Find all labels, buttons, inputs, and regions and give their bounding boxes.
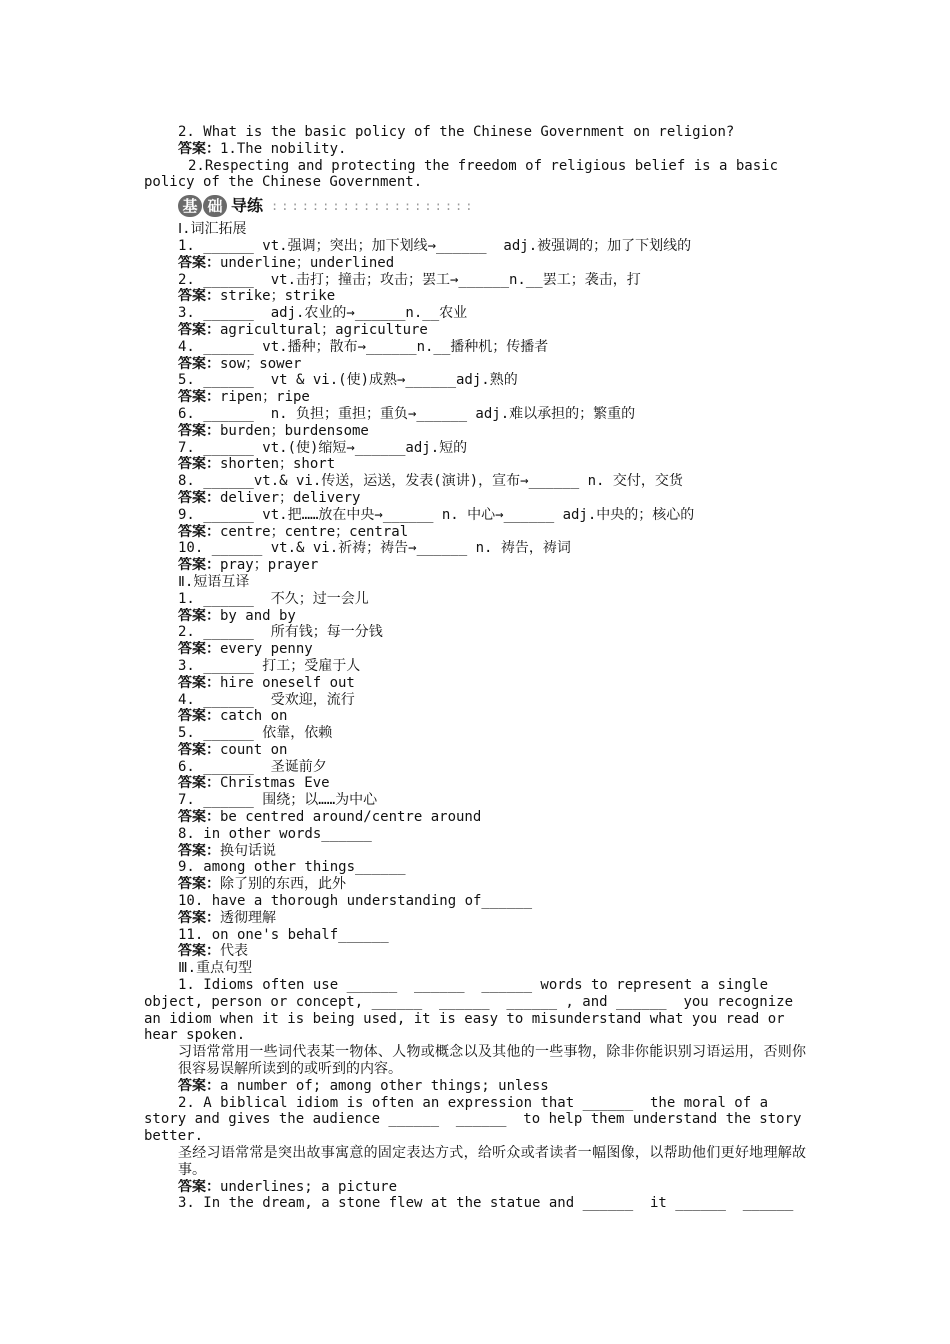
answer-label: 答案： bbox=[178, 288, 220, 305]
answer-text: pray；prayer bbox=[220, 557, 319, 574]
section-2-title: Ⅱ.短语互译 bbox=[178, 573, 250, 590]
answer-text: hire oneself out bbox=[220, 674, 355, 691]
exercise-question: 3. ______ adj.农业的→______n.__农业 bbox=[178, 305, 468, 322]
answer-text: ripen；ripe bbox=[220, 389, 310, 406]
exercise-answer bbox=[144, 843, 806, 860]
s3-q1-translation: 习语常常用一些词代表某一物体、人物或概念以及其他的一些事物，除非你能识别习语运用，否则你很容易误解所读到的或听到的内容。 bbox=[178, 1044, 806, 1078]
s3-q1-line3: an idiom when it is being used, it is easy to misunderstand what you read or bbox=[144, 1010, 785, 1027]
exercise-question: 2. ______ vt.击打；撞击；攻击；罢工→______n.__罢工；袭击，打 bbox=[178, 271, 641, 288]
answer-text: 代表 bbox=[220, 943, 248, 960]
answer-text: burden；burdensome bbox=[220, 422, 369, 439]
answer-label: 答案： bbox=[178, 809, 220, 826]
answer-text: catch on bbox=[220, 708, 288, 725]
s3-q2-line2: story and gives the audience ______ ______ to help them understand the story bbox=[144, 1111, 802, 1128]
exercise-question: 7. ______ 围绕；以……为中心 bbox=[178, 792, 378, 809]
intro-question-2: 2. What is the basic policy of the Chinese Government on religion? bbox=[178, 124, 735, 140]
section-banner bbox=[144, 192, 806, 220]
exercise-question: 6. ______ 圣诞前夕 bbox=[178, 758, 327, 775]
answer-text: strike；strike bbox=[220, 288, 336, 305]
exercise-answer bbox=[144, 255, 806, 272]
exercise-answer bbox=[144, 775, 806, 792]
answer-label: 答案： bbox=[178, 321, 220, 338]
answer-text: agricultural；agriculture bbox=[220, 321, 428, 338]
exercise-question: 2. ______ 所有钱；每一分钱 bbox=[178, 624, 383, 641]
s3-answer-2 bbox=[144, 1179, 806, 1196]
answer-text: shorten；short bbox=[220, 456, 336, 473]
s3-q1-line1: 1. Idioms often use ______ ______ ______ words to represent a single bbox=[178, 977, 769, 994]
exercise-answer bbox=[144, 288, 806, 305]
s3-q1-line4: hear spoken. bbox=[144, 1027, 246, 1044]
document-page bbox=[144, 124, 806, 1212]
s3-q3: 3. In the dream, a stone flew at the statue and ______ it ______ ______ bbox=[178, 1195, 794, 1212]
answer-label: 答案： bbox=[178, 389, 220, 406]
s3-q1-line2: object, person or concept, ______ ______ ______ , and ______ you recognize bbox=[144, 993, 794, 1010]
section-2-list bbox=[144, 591, 806, 961]
exercise-answer bbox=[144, 389, 806, 406]
exercise-answer bbox=[144, 557, 806, 574]
answer-label: 答案： bbox=[178, 489, 220, 506]
s3-q2-line3: better. bbox=[144, 1128, 204, 1145]
answer-text: 换句话说 bbox=[220, 842, 276, 859]
answer-label: 答案： bbox=[178, 456, 220, 473]
banner-badge-1: 基 bbox=[178, 195, 202, 217]
s3-answer-1 bbox=[144, 1078, 806, 1095]
section-1-list bbox=[144, 238, 806, 574]
exercise-answer bbox=[144, 910, 806, 927]
exercise-answer bbox=[144, 608, 806, 625]
exercise-answer bbox=[144, 322, 806, 339]
answer-text: centre；centre；central bbox=[220, 523, 409, 540]
answer-text: underline；underlined bbox=[220, 254, 395, 271]
exercise-answer bbox=[144, 423, 806, 440]
exercise-question: 6. ______ n. 负担；重担；重负→______ adj.难以承担的；繁重的 bbox=[178, 405, 636, 422]
exercise-answer bbox=[144, 876, 806, 893]
answer-label: 答案： bbox=[178, 674, 220, 691]
answer-label: 答案： bbox=[178, 355, 220, 372]
answer-text: 除了别的东西，此外 bbox=[220, 876, 346, 893]
answer-text: deliver；delivery bbox=[220, 489, 361, 506]
banner-dots: :::::::::::::::::::: bbox=[271, 198, 476, 213]
answer-text: count on bbox=[220, 741, 288, 758]
exercise-question: 8. in other words______ bbox=[178, 825, 372, 842]
section-3-title: Ⅲ.重点句型 bbox=[178, 960, 253, 977]
answer-label: 答案： bbox=[178, 708, 220, 725]
exercise-answer bbox=[144, 490, 806, 507]
answer-label: 答案： bbox=[178, 641, 220, 658]
answer-label: 答案： bbox=[178, 422, 220, 439]
banner-title: 导练 bbox=[231, 195, 264, 215]
exercise-question: 9. among other things______ bbox=[178, 859, 406, 876]
exercise-answer bbox=[144, 675, 806, 692]
exercise-question: 5. ______ 依靠，依赖 bbox=[178, 725, 333, 742]
answer-text: sow；sower bbox=[220, 355, 302, 372]
answer-label: 答案： bbox=[178, 254, 220, 271]
exercise-question: 4. ______ 受欢迎，流行 bbox=[178, 691, 355, 708]
answer-label: 答案： bbox=[178, 741, 220, 758]
exercise-answer bbox=[144, 456, 806, 473]
answer-text: every penny bbox=[220, 641, 313, 658]
exercise-question: 5. ______ vt & vi.(使)成熟→______adj.熟的 bbox=[178, 372, 518, 389]
banner-badge-2: 础 bbox=[203, 195, 227, 217]
intro-answer-1 bbox=[144, 141, 806, 158]
answer-label: 答案： bbox=[178, 842, 220, 859]
exercise-question: 3. ______ 打工；受雇于人 bbox=[178, 657, 361, 674]
exercise-question: 9. ______ vt.把……放在中央→______ n. 中心→______ adj.中央的；核心的 bbox=[178, 506, 695, 523]
exercise-answer bbox=[144, 524, 806, 541]
answer-label: 答案： bbox=[178, 557, 220, 574]
exercise-question: 1. ______ vt.强调；突出；加下划线→______ adj.被强调的；加了下划线的 bbox=[178, 237, 692, 254]
intro-answer-2-line2: policy of the Chinese Government. bbox=[144, 174, 423, 191]
s3-q2-line1: 2. A biblical idiom is often an expression that ______ the moral of a bbox=[178, 1094, 769, 1111]
answer-label: 答案： bbox=[178, 523, 220, 540]
answer-label: 答案： bbox=[178, 140, 220, 157]
s3-q2-translation: 圣经习语常常是突出故事寓意的固定表达方式，给听众或者读者一幅图像，以帮助他们更好地理解故事。 bbox=[178, 1145, 806, 1178]
section-1-title: Ⅰ.词汇拓展 bbox=[178, 221, 247, 238]
answer-text: underlines; a picture bbox=[220, 1178, 398, 1195]
answer-label: 答案： bbox=[178, 607, 220, 624]
exercise-question: 7. ______ vt.(使)缩短→______adj.短的 bbox=[178, 439, 468, 456]
answer-text: Christmas Eve bbox=[220, 775, 330, 792]
exercise-question: 10. ______ vt.& vi.祈祷；祷告→______ n. 祷告，祷词 bbox=[178, 540, 571, 557]
exercise-answer bbox=[144, 809, 806, 826]
exercise-question: 8. ______vt.& vi.传送，运送，发表(演讲)，宣布→______ n. 交付，交货 bbox=[178, 473, 683, 490]
exercise-question: 1. ______ 不久；过一会儿 bbox=[178, 590, 369, 607]
intro-answer-2-line1: 2.Respecting and protecting the freedom of religious belief is a basic bbox=[188, 157, 779, 174]
exercise-question: 10. have a thorough understanding of______ bbox=[178, 893, 533, 910]
answer-label: 答案： bbox=[178, 943, 220, 960]
exercise-answer bbox=[144, 742, 806, 759]
exercise-answer bbox=[144, 708, 806, 725]
answer-text: 1.The nobility. bbox=[220, 140, 347, 157]
exercise-answer bbox=[144, 356, 806, 373]
answer-text: be centred around/centre around bbox=[220, 809, 482, 826]
exercise-question: 4. ______ vt.播种；散布→______n.__播种机；传播者 bbox=[178, 338, 549, 355]
answer-text: a number of; among other things; unless bbox=[220, 1077, 549, 1094]
answer-label: 答案： bbox=[178, 1077, 220, 1094]
exercise-answer bbox=[144, 641, 806, 658]
answer-text: by and by bbox=[220, 607, 296, 624]
exercise-question: 11. on one's behalf______ bbox=[178, 926, 389, 943]
exercise-answer bbox=[144, 943, 806, 960]
answer-label: 答案： bbox=[178, 909, 220, 926]
answer-label: 答案： bbox=[178, 775, 220, 792]
answer-label: 答案： bbox=[178, 1178, 220, 1195]
answer-label: 答案： bbox=[178, 876, 220, 893]
answer-text: 透彻理解 bbox=[220, 909, 276, 926]
